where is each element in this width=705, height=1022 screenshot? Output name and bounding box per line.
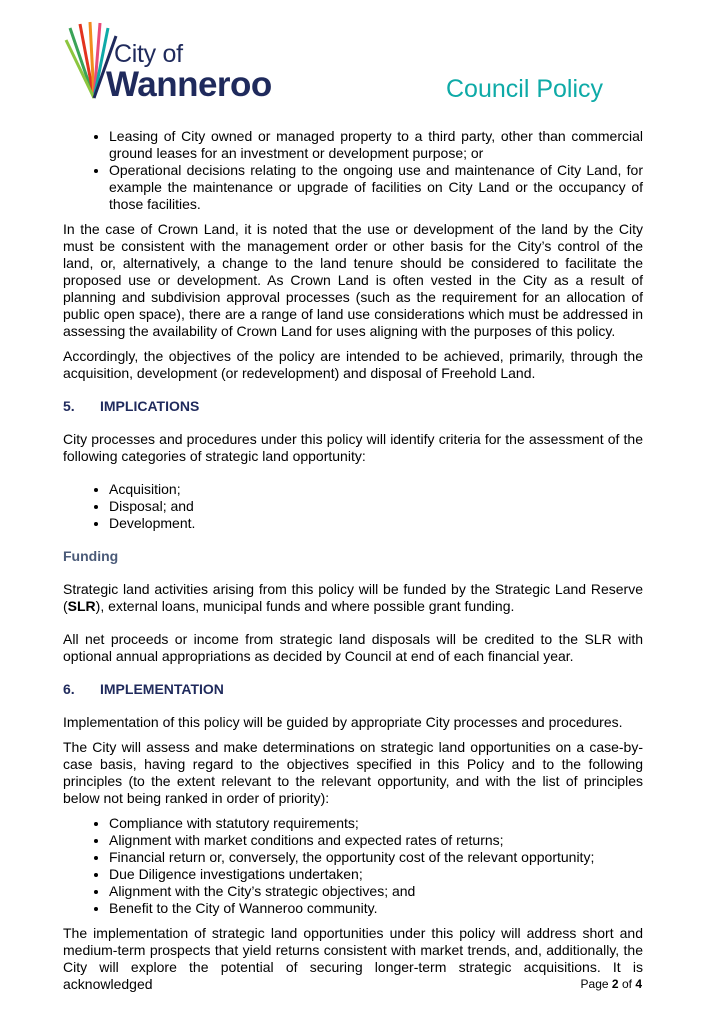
logo-text-city-of: City of [114, 40, 183, 68]
implications-bullet-list [63, 481, 643, 532]
section-5-number: 5. [63, 398, 75, 414]
list-item: • Operational decisions relating to the ongoing use and maintenance of City Land, for example the maintenance or upgrade of facilities on City Land or the occupancy of those facilities. [109, 162, 643, 213]
section-5-heading [63, 398, 643, 415]
list-item: • Compliance with statutory requirements; [109, 815, 643, 832]
intro-bullet-list [63, 128, 643, 213]
implementation-paragraph-3: The implementation of strategic land opportunities under this policy will address short and medium-term prospects that yield returns consistent with market trends, and, additionally, the City will explore the potential of securing longer-term strategic acquisitions. It is acknowledged [63, 925, 643, 992]
crown-land-paragraph: In the case of Crown Land, it is noted that the use or development of the land by the City must be consistent with the management order or other basis for the City’s control of the land, or, alternatively, a change to the land tenure should be considered to facilitate the proposed use or development. As Crown Land is often vested in the City as a result of planning and subdivision approval processes (such as the requirement for an allocation of public open space), there are a range of land use considerations which must be addressed in assessing the availability of Crown Land for uses aligning with the purposes of this policy. [63, 221, 643, 339]
document-title: Council Policy [446, 75, 604, 103]
logo-text-wanneroo: Wanneroo [106, 65, 272, 104]
funding-heading: Funding [63, 548, 119, 564]
list-item: • Disposal; and [109, 498, 643, 515]
section-5-title: IMPLICATIONS [100, 398, 200, 414]
section-6-title: IMPLEMENTATION [100, 681, 224, 697]
slr-abbreviation: SLR [67, 598, 96, 614]
list-item: • Financial return or, conversely, the opportunity cost of the relevant opportunity; [109, 849, 643, 866]
list-item: • Alignment with the City’s strategic objectives; and [109, 883, 643, 900]
list-item: • Acquisition; [109, 481, 643, 498]
list-item: • Benefit to the City of Wanneroo community. [109, 900, 643, 917]
implications-paragraph: City processes and procedures under this policy will identify criteria for the assessment of the following categories of strategic land opportunity: [63, 431, 643, 464]
principles-bullet-list [63, 815, 643, 917]
funding-paragraph-1: Strategic land activities arising from this policy will be funded by the Strategic Land Reserve (SLR), external loans, municipal funds and where possible grant funding. [63, 581, 643, 614]
city-of-wanneroo-logo [64, 18, 296, 102]
implementation-paragraph-2: The City will assess and make determinations on strategic land opportunities on a case-by-case basis, having regard to the objectives specified in this Policy and to the following principles (to the extent relevant to the relevant opportunity, and with the list of principles below not being ranked in order of priority): [63, 739, 643, 806]
list-item: • Alignment with market conditions and expected rates of returns; [109, 832, 643, 849]
objectives-paragraph: Accordingly, the objectives of the policy are intended to be achieved, primarily, through the acquisition, development (or redevelopment) and disposal of Freehold Land. [63, 348, 643, 381]
implementation-paragraph-1: Implementation of this policy will be guided by appropriate City processes and procedures. [63, 714, 623, 730]
section-6-heading [63, 681, 643, 698]
page-number: Page 2 of 4 [580, 977, 642, 991]
page-content [63, 128, 643, 1001]
list-item: • Leasing of City owned or managed property to a third party, other than commercial ground leases for an investment or development purpose; or [109, 128, 643, 162]
section-6-number: 6. [63, 681, 75, 697]
funding-paragraph-2: All net proceeds or income from strategic land disposals will be credited to the SLR with optional annual appropriations as decided by Council at end of each financial year. [63, 631, 643, 664]
list-item: • Due Diligence investigations undertaken; [109, 866, 643, 883]
list-item: • Development. [109, 515, 643, 532]
